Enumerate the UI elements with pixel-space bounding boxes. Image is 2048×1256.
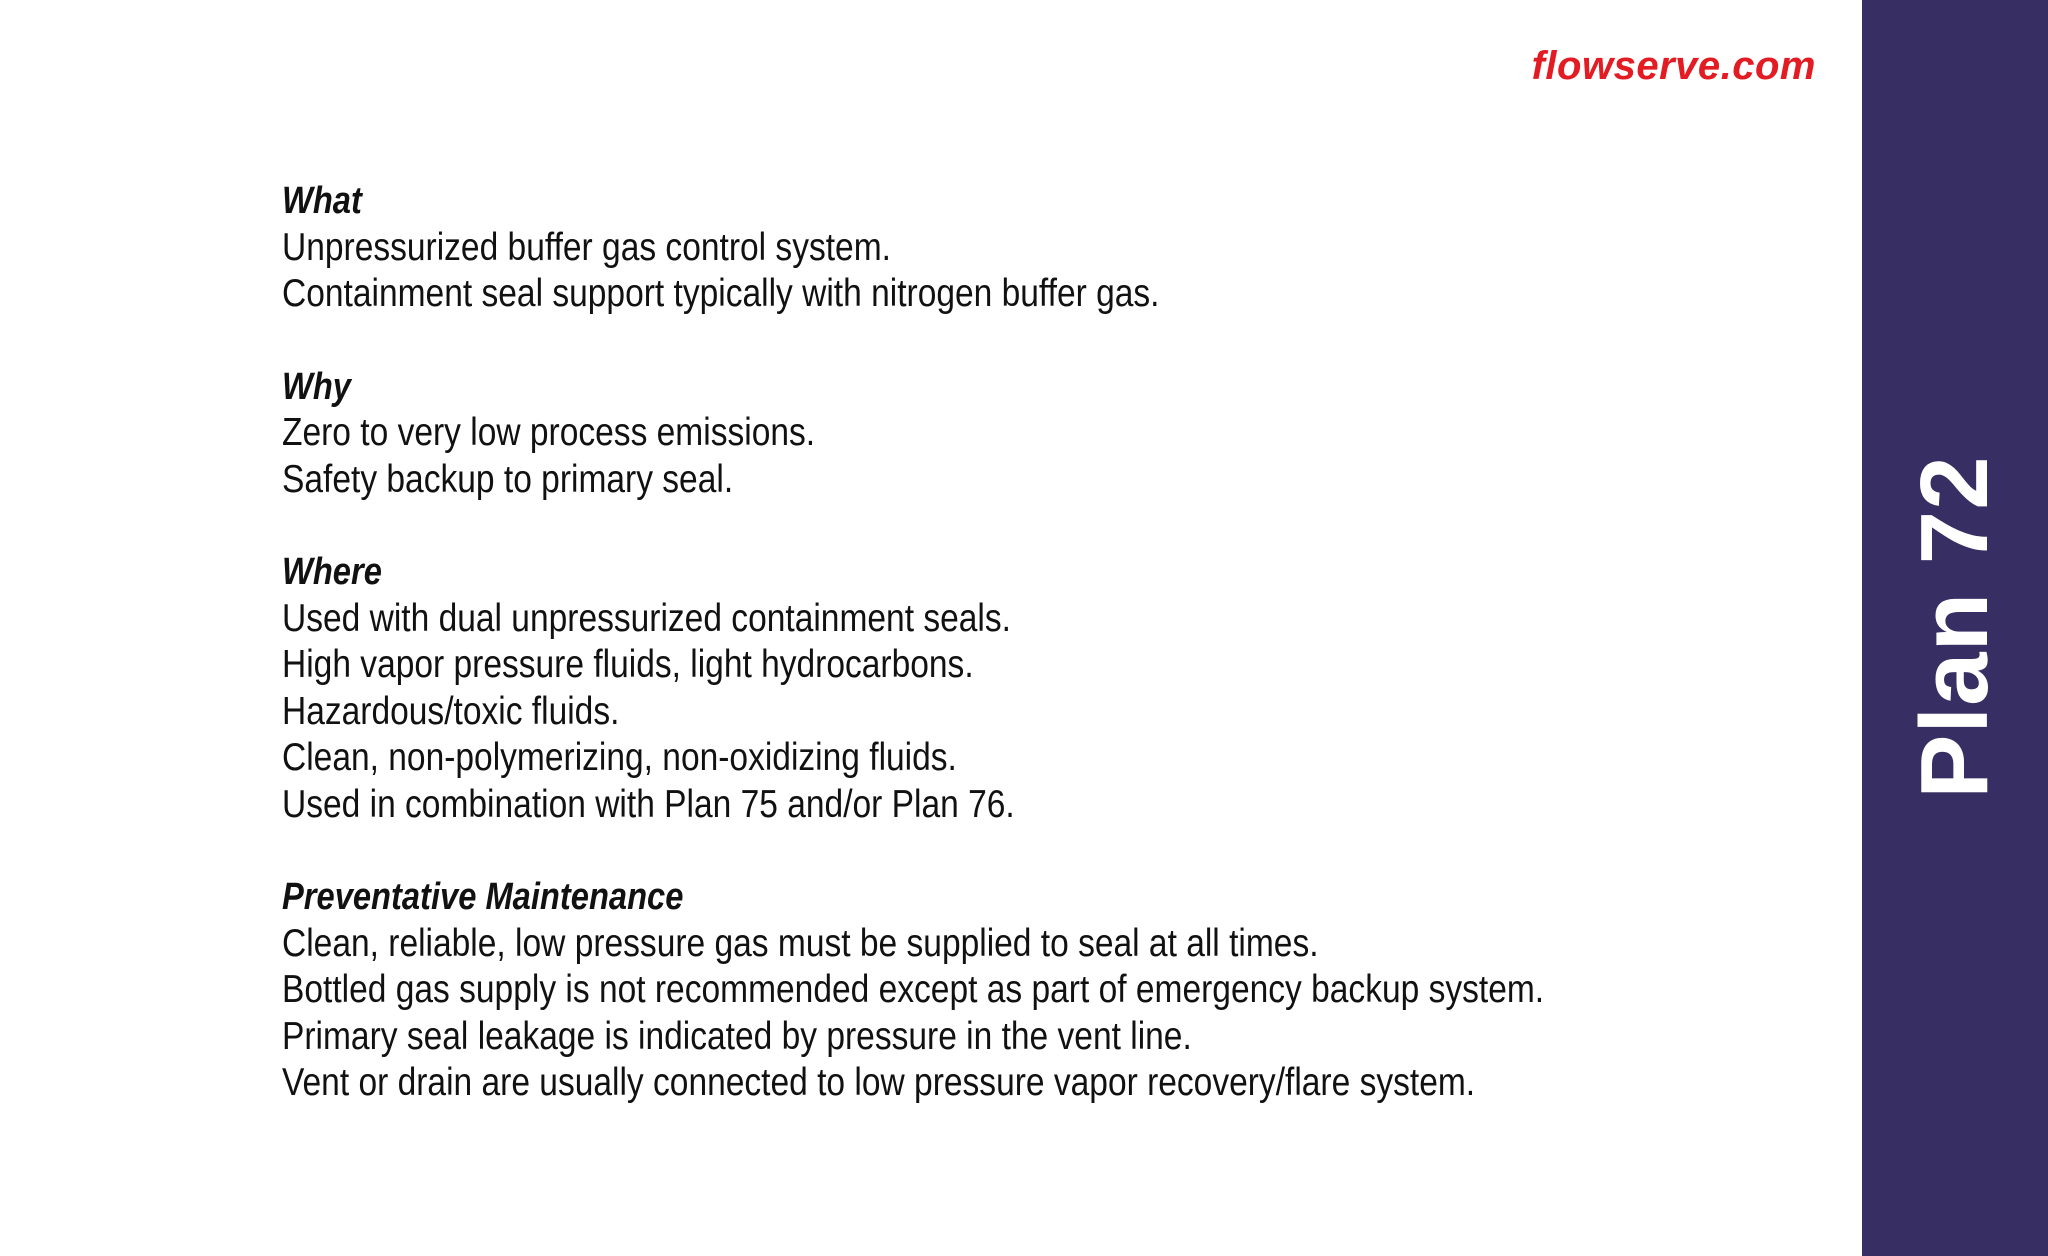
section-why	[282, 364, 1742, 504]
section-heading: Where	[282, 551, 382, 593]
section-what	[282, 178, 1742, 318]
section-line: Primary seal leakage is indicated by pressure in the vent line.	[282, 1014, 1192, 1058]
side-band	[1862, 0, 2048, 1256]
section-heading: What	[282, 180, 362, 222]
section-line: High vapor pressure fluids, light hydrocarbons.	[282, 643, 974, 686]
section-line: Clean, non-polymerizing, non-oxidizing fluids.	[282, 736, 957, 779]
section-line: Bottled gas supply is not recommended except as part of emergency backup system.	[282, 968, 1545, 1011]
section-where	[282, 549, 1742, 828]
section-heading: Why	[282, 365, 351, 408]
section-heading: Preventative Maintenance	[282, 876, 684, 918]
content-area	[282, 178, 1742, 1153]
section-line: Containment seal support typically with nitrogen buffer gas.	[282, 272, 1160, 315]
section-line: Safety backup to primary seal.	[282, 457, 734, 501]
section-line: Vent or drain are usually connected to low pressure vapor recovery/flare system.	[282, 1061, 1476, 1104]
site-link[interactable]: flowserve.com	[1531, 44, 1816, 88]
section-line: Used in combination with Plan 75 and/or Plan 76.	[282, 782, 1015, 826]
section-line: Used with dual unpressurized containment seals.	[282, 596, 1011, 640]
plan-title: Plan 72	[1901, 455, 2008, 799]
section-line: Zero to very low process emissions.	[282, 411, 816, 454]
section-line: Clean, reliable, low pressure gas must be supplied to seal at all times.	[282, 921, 1319, 965]
section-line: Unpressurized buffer gas control system.	[282, 225, 891, 269]
section-line: Hazardous/toxic fluids.	[282, 689, 620, 733]
section-preventative-maintenance	[282, 874, 1742, 1107]
